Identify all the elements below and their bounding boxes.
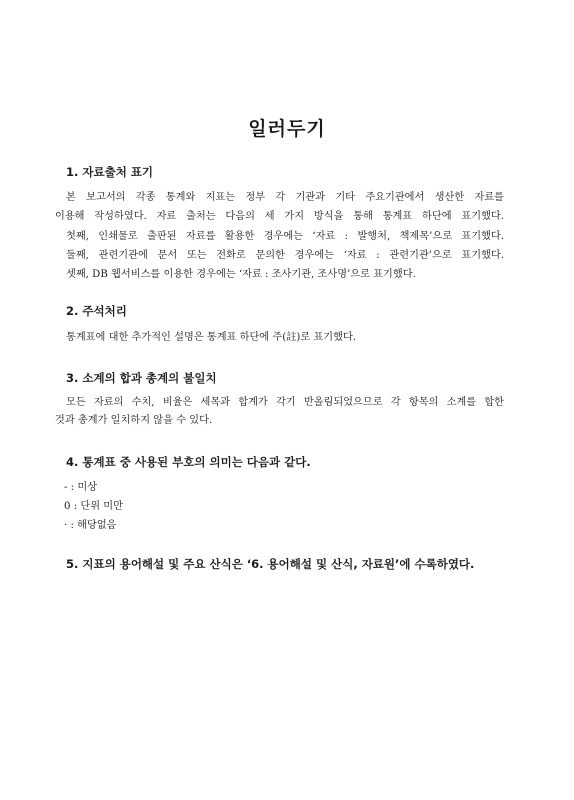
paragraph-line: 통계표에 대한 추가적인 설명은 통계표 하단에 주(註)로 표기했다. [66, 332, 357, 343]
paragraph-line: 셋째, DB 웹서비스를 이용한 경우에는 ‘자료 : 조사기관, 조사명’으로 표기했다. [66, 269, 416, 280]
paragraph-line: 이용해 작성하였다. 자료 출처는 다음의 세 가지 방식을 통해 통계표 하단에 표기했다. [55, 211, 504, 222]
paragraph-line: 본 보고서의 각종 통계와 지표는 정부 각 기관과 기타 주요기관에서 생산한 자료를 [66, 192, 505, 203]
paragraph-line: 첫째, 인쇄물로 출판된 자료를 활용한 경우에는 ‘자료 : 발행처, 책제목’으로 표기했다. [66, 231, 504, 242]
section-heading-glossary: 5. 지표의 용어해설 및 주요 산식은 ‘6. 용어해설 및 산식, 자료원’에 수록하였다. [66, 557, 475, 571]
symbol-item-below-unit: 0 : 단위 미만 [64, 501, 123, 512]
section-heading-subtotal-mismatch: 3. 소계의 합과 총계의 불일치 [66, 371, 217, 385]
section-heading-footnotes: 2. 주석처리 [66, 304, 127, 318]
section-heading-source-notation: 1. 자료출처 표기 [66, 165, 154, 179]
symbol-item-not-applicable: · : 해당없음 [64, 520, 117, 531]
paragraph-line: 모든 자료의 수치, 비율은 세목과 합계가 각기 반올림되었으므로 각 항목의 소계를 합한 [66, 397, 504, 408]
page-title: 일러두기 [248, 118, 326, 140]
section-heading-symbols: 4. 통계표 중 사용된 부호의 의미는 다음과 같다. [66, 455, 311, 469]
paragraph-line: 것과 총계가 일치하지 않을 수 있다. [55, 415, 213, 426]
paragraph-line: 둘째, 관련기관에 문서 또는 전화로 문의한 경우에는 ‘자료 : 관련기관’으로 표기했다. [66, 250, 504, 261]
symbol-item-unknown: - : 미상 [64, 482, 98, 493]
